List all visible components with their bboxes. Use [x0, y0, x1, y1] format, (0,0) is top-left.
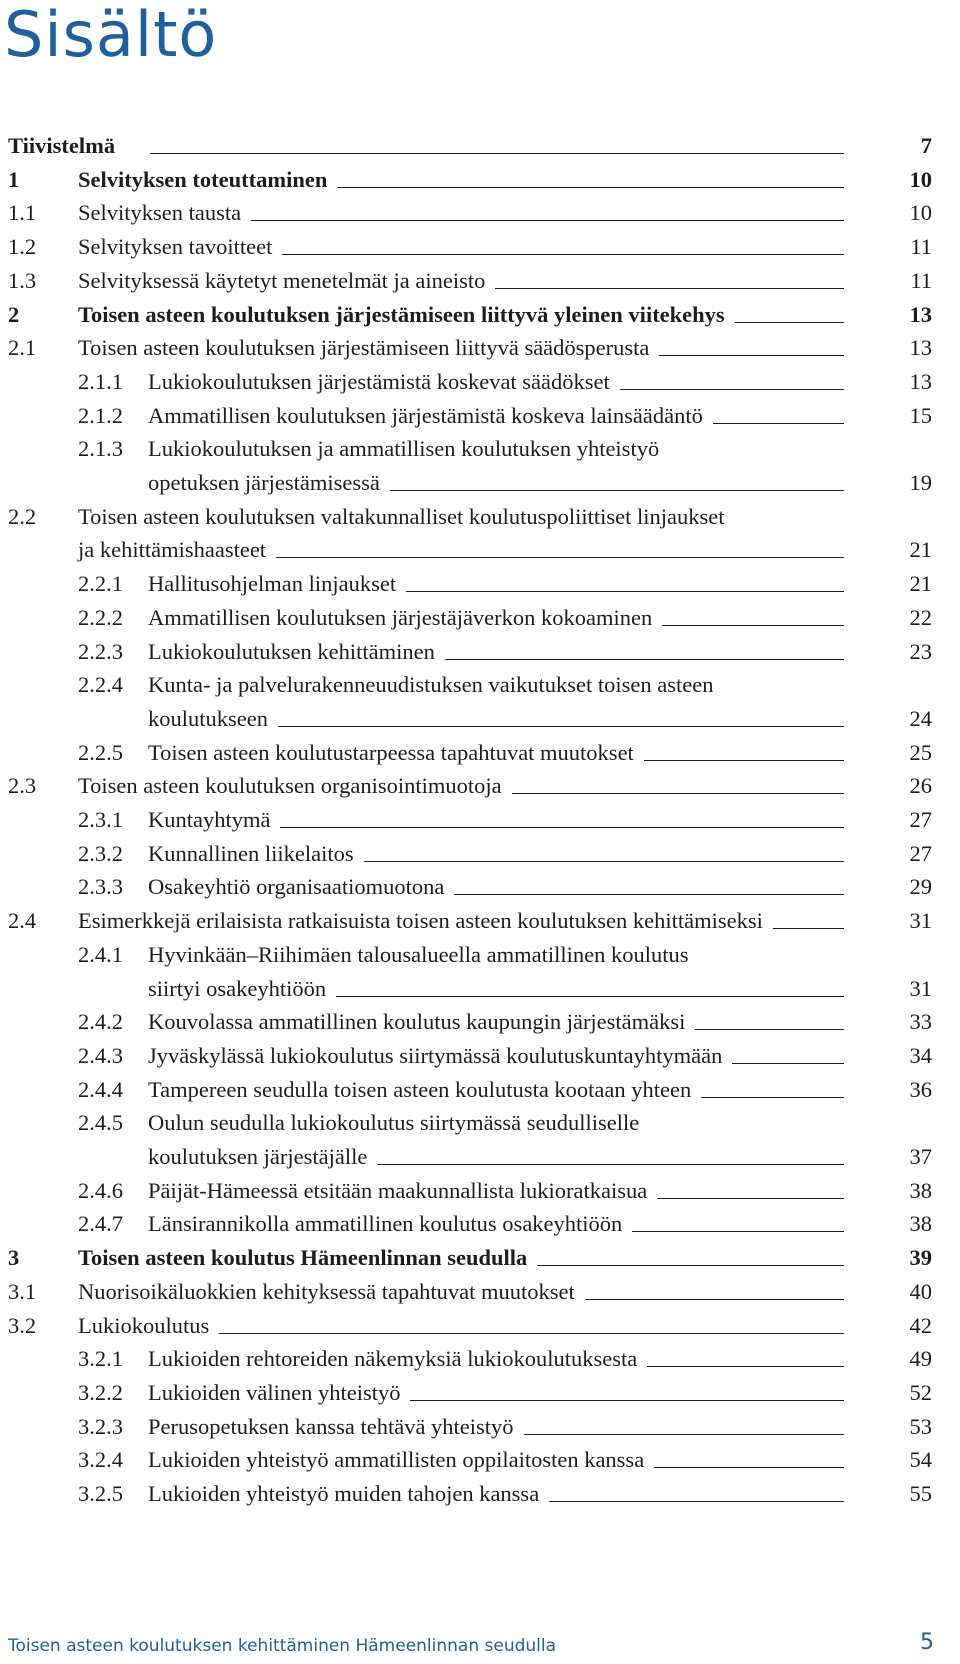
toc-leader-line: [512, 793, 844, 794]
toc-entry-page: 31: [909, 975, 932, 1001]
toc-entry-title: Kunnallinen liikelaitos: [148, 840, 354, 866]
toc-entry-number: 3.2: [8, 1312, 37, 1338]
toc-entry-title: Oulun seudulla lukiokoulutus siirtymässä seudulliselle: [148, 1110, 640, 1136]
toc-leader-line: [701, 1097, 844, 1098]
toc-entry-number: 2.2.2: [78, 604, 123, 630]
toc-entry-page: 19: [909, 470, 932, 495]
toc-leader-line: [364, 861, 844, 862]
toc-entry-number: 3.2.3: [78, 1413, 123, 1439]
toc-entry-number: 1.2: [8, 234, 37, 260]
toc-leader-line: [278, 726, 844, 727]
toc-leader-line: [773, 928, 844, 929]
toc-entry-page: 36: [909, 1076, 932, 1102]
toc-entry-title: Osakeyhtiö organisaatiomuotona: [148, 874, 445, 900]
toc-entry-page: 37: [909, 1144, 932, 1169]
toc-leader-line: [695, 1029, 844, 1030]
toc-entry-page: 11: [910, 234, 932, 260]
toc-entry-number: Tiivistelmä: [8, 133, 116, 158]
toc-leader-line: [495, 288, 844, 289]
toc-entry-number: 2.4: [8, 908, 37, 934]
footer-page-number: 5: [920, 1630, 934, 1655]
toc-leader-line: [549, 1501, 844, 1502]
toc-leader-line: [537, 1265, 844, 1266]
toc-entry-number: 2.1.1: [78, 368, 123, 394]
toc-entry-number: 1: [8, 166, 20, 192]
toc-entry-title: Kunta- ja palvelurakenneuudistuksen vaikutukset toisen asteen: [148, 672, 714, 698]
toc-leader-line: [454, 894, 844, 895]
toc-entry-number: 2.3.3: [78, 874, 123, 900]
toc-entry-number: 3.2.2: [78, 1379, 123, 1405]
toc-entry-page: 29: [909, 874, 932, 900]
toc-leader-line: [150, 153, 844, 154]
toc-entry-title: Perusopetuksen kanssa tehtävä yhteistyö: [148, 1413, 514, 1439]
toc-leader-line: [219, 1333, 844, 1334]
toc-leader-line: [647, 1366, 844, 1367]
toc-entry-title-continued: opetuksen järjestämisessä: [148, 470, 380, 495]
toc-leader-line: [282, 254, 844, 255]
toc-entry-page: 38: [909, 1211, 932, 1237]
toc-entry-number: 2.2.4: [78, 672, 123, 698]
toc-entry-title: Selvityksen tausta: [78, 200, 242, 226]
toc-entry-number: 2.4.2: [78, 1009, 123, 1035]
toc-entry-title: Kouvolassa ammatillinen koulutus kaupungin järjestämäksi: [148, 1009, 686, 1035]
toc-entry-title: Lukiokoulutus: [78, 1312, 210, 1338]
toc-leader-line: [657, 1198, 844, 1199]
toc-entry-page: 26: [909, 773, 932, 799]
toc-entry-page: 52: [909, 1379, 932, 1405]
toc-entry-number: 3.2.4: [78, 1447, 123, 1473]
toc-entry-title: Toisen asteen koulutuksen organisointimuotoja: [78, 773, 502, 799]
toc-leader-line: [406, 591, 844, 592]
toc-entry-number: 2.4.5: [78, 1110, 123, 1136]
toc-entry-page: 39: [909, 1245, 932, 1271]
toc-entry-title-continued: ja kehittämishaasteet: [78, 537, 267, 563]
toc-entry-title: Päijät-Hämeessä etsitään maakunnallista lukioratkaisua: [148, 1177, 648, 1203]
toc-entry-page: 21: [909, 537, 932, 563]
toc-entry-page: 38: [909, 1177, 932, 1203]
toc-entry-number: 2.2: [8, 503, 37, 529]
toc-entry-page: 15: [909, 402, 932, 428]
toc-entry-page: 10: [909, 200, 932, 226]
toc-entry-page: 24: [909, 705, 932, 731]
toc-entry-title: Selvityksen tavoitteet: [78, 234, 273, 260]
toc-entry-number: 1.3: [8, 267, 37, 293]
toc-entry-title: Kuntayhtymä: [148, 807, 271, 832]
toc-entry-title: Lukioiden yhteistyö ammatillisten oppilaitosten kanssa: [148, 1447, 645, 1473]
toc-entry-number: 3.2.5: [78, 1481, 123, 1506]
toc-entry-page: 27: [909, 840, 932, 866]
toc-entry-number: 2.2.3: [78, 638, 123, 664]
toc-leader-line: [276, 557, 844, 558]
toc-entry-page: 23: [909, 638, 932, 664]
toc-entry-number: 3: [8, 1245, 20, 1271]
toc-leader-line: [620, 389, 844, 390]
toc-entry-number: 3.1: [8, 1278, 37, 1304]
toc-leader-line: [713, 423, 844, 424]
toc-entry-page: 13: [909, 368, 932, 394]
toc-entry-page: 33: [909, 1009, 932, 1035]
toc-entry-title: Esimerkkejä erilaisista ratkaisuista toisen asteen koulutuksen kehittämiseksi: [78, 908, 763, 934]
toc-entry-title: Lukioiden rehtoreiden näkemyksiä lukiokoulutuksesta: [148, 1346, 638, 1372]
toc-entry-page: 55: [909, 1481, 932, 1506]
toc-entry-page: 10: [909, 166, 932, 192]
toc-entry-title: Nuorisoikäluokkien kehityksessä tapahtuvat muutokset: [78, 1278, 575, 1304]
toc-entry-number: 2.3.1: [78, 807, 123, 832]
toc-entry-number: 2.4.1: [78, 941, 123, 967]
toc-entry-title-continued: koulutuksen järjestäjälle: [148, 1144, 368, 1169]
toc-entry-title: Toisen asteen koulutustarpeessa tapahtuvat muutokset: [148, 739, 634, 765]
toc-entry-page: 34: [909, 1042, 932, 1068]
toc-entry-title-continued: siirtyi osakeyhtiöön: [148, 975, 327, 1001]
toc-leader-line: [336, 996, 844, 997]
toc-leader-line: [659, 355, 844, 356]
toc-entry-title: Toisen asteen koulutuksen järjestämiseen liittyvä säädösperusta: [78, 335, 650, 361]
toc-entry-page: 13: [909, 335, 932, 361]
toc-entry-page: 13: [909, 301, 932, 327]
toc-entry-title: Hyvinkään–Riihimäen talousalueella ammatillinen koulutus: [148, 941, 689, 967]
toc-entry-number: 1.1: [8, 200, 37, 226]
toc-entry-page: 31: [909, 908, 932, 934]
toc-entry-page: 53: [909, 1413, 932, 1439]
toc-entry-title-continued: koulutukseen: [148, 705, 268, 731]
toc-entry-page: 7: [920, 133, 932, 158]
toc-entry-title: Selvityksessä käytetyt menetelmät ja aineisto: [78, 267, 486, 293]
toc-entry-number: 2.3: [8, 773, 37, 799]
toc-entry-title: Lukiokoulutuksen kehittäminen: [148, 638, 435, 664]
toc-leader-line: [251, 220, 844, 221]
toc-leader-line: [280, 827, 844, 828]
toc-leader-line: [662, 625, 844, 626]
toc-leader-line: [524, 1434, 844, 1435]
toc-leader-line: [732, 1063, 844, 1064]
toc-entry-title: Jyväskylässä lukiokoulutus siirtymässä koulutuskuntayhtymään: [148, 1042, 723, 1068]
toc-entry-page: 42: [909, 1312, 932, 1338]
toc-entry-title: Toisen asteen koulutus Hämeenlinnan seudulla: [78, 1245, 528, 1271]
toc-entry-title: Toisen asteen koulutuksen valtakunnalliset koulutuspoliittiset linjaukset: [78, 503, 725, 529]
toc-entry-page: 27: [909, 807, 932, 832]
toc-entry-title: Lukioiden yhteistyö muiden tahojen kanssa: [148, 1481, 540, 1506]
toc-leader-line: [644, 760, 844, 761]
toc-entry-number: 2.2.5: [78, 739, 123, 765]
toc-entry-page: 11: [910, 267, 932, 293]
toc-leader-line: [632, 1231, 844, 1232]
toc-leader-line: [445, 659, 844, 660]
toc-entry-number: 2.4.4: [78, 1076, 123, 1102]
toc-entry-title: Toisen asteen koulutuksen järjestämiseen liittyvä yleinen viitekehys: [78, 301, 725, 327]
toc-entry-page: 25: [909, 739, 932, 765]
toc-entry-title: Selvityksen toteuttaminen: [78, 166, 328, 192]
toc-leader-line: [735, 322, 844, 323]
toc-entry-number: 2: [8, 301, 20, 327]
toc-entry-number: 2.1.2: [78, 402, 123, 428]
toc-entry-page: 21: [909, 571, 932, 597]
toc-entry-page: 54: [909, 1447, 932, 1473]
toc-entry-page: 40: [909, 1278, 932, 1304]
toc-entry-title: Lukiokoulutuksen ja ammatillisen koulutuksen yhteistyö: [148, 436, 660, 462]
page-title: Sisältö: [4, 0, 218, 71]
toc-leader-line: [337, 187, 844, 188]
toc-entry-number: 2.2.1: [78, 571, 123, 597]
toc-entry-title: Tampereen seudulla toisen asteen koulutusta kootaan yhteen: [148, 1076, 692, 1102]
toc-entry-title: Länsirannikolla ammatillinen koulutus osakeyhtiöön: [148, 1211, 623, 1237]
toc-entry-number: 2.1.3: [78, 436, 123, 462]
toc-entry-number: 2.4.3: [78, 1042, 123, 1068]
footer-title: Toisen asteen koulutuksen kehittäminen Hämeenlinnan seudulla: [8, 1636, 557, 1656]
toc-entry-title: Hallitusohjelman linjaukset: [148, 571, 397, 597]
toc-entry-title: Ammatillisen koulutuksen järjestäjäverkon kokoaminen: [148, 604, 653, 630]
toc-entry-number: 2.1: [8, 335, 37, 361]
toc-entry-number: 2.4.6: [78, 1177, 123, 1203]
toc-entry-page: 49: [909, 1346, 932, 1372]
toc-leader-line: [377, 1164, 844, 1165]
toc-entry-title: Ammatillisen koulutuksen järjestämistä koskeva lainsäädäntö: [148, 402, 703, 428]
toc-entry-number: 3.2.1: [78, 1346, 123, 1372]
toc-entry-number: 2.4.7: [78, 1211, 123, 1237]
toc-leader-line: [390, 490, 844, 491]
toc-entry-page: 22: [909, 604, 932, 630]
toc-leader-line: [585, 1299, 844, 1300]
toc-leader-line: [410, 1400, 844, 1401]
toc-entry-title: Lukioiden välinen yhteistyö: [148, 1379, 401, 1405]
toc-entry-number: 2.3.2: [78, 840, 123, 866]
toc-entry-title: Lukiokoulutuksen järjestämistä koskevat säädökset: [148, 368, 610, 394]
toc-leader-line: [654, 1467, 844, 1468]
